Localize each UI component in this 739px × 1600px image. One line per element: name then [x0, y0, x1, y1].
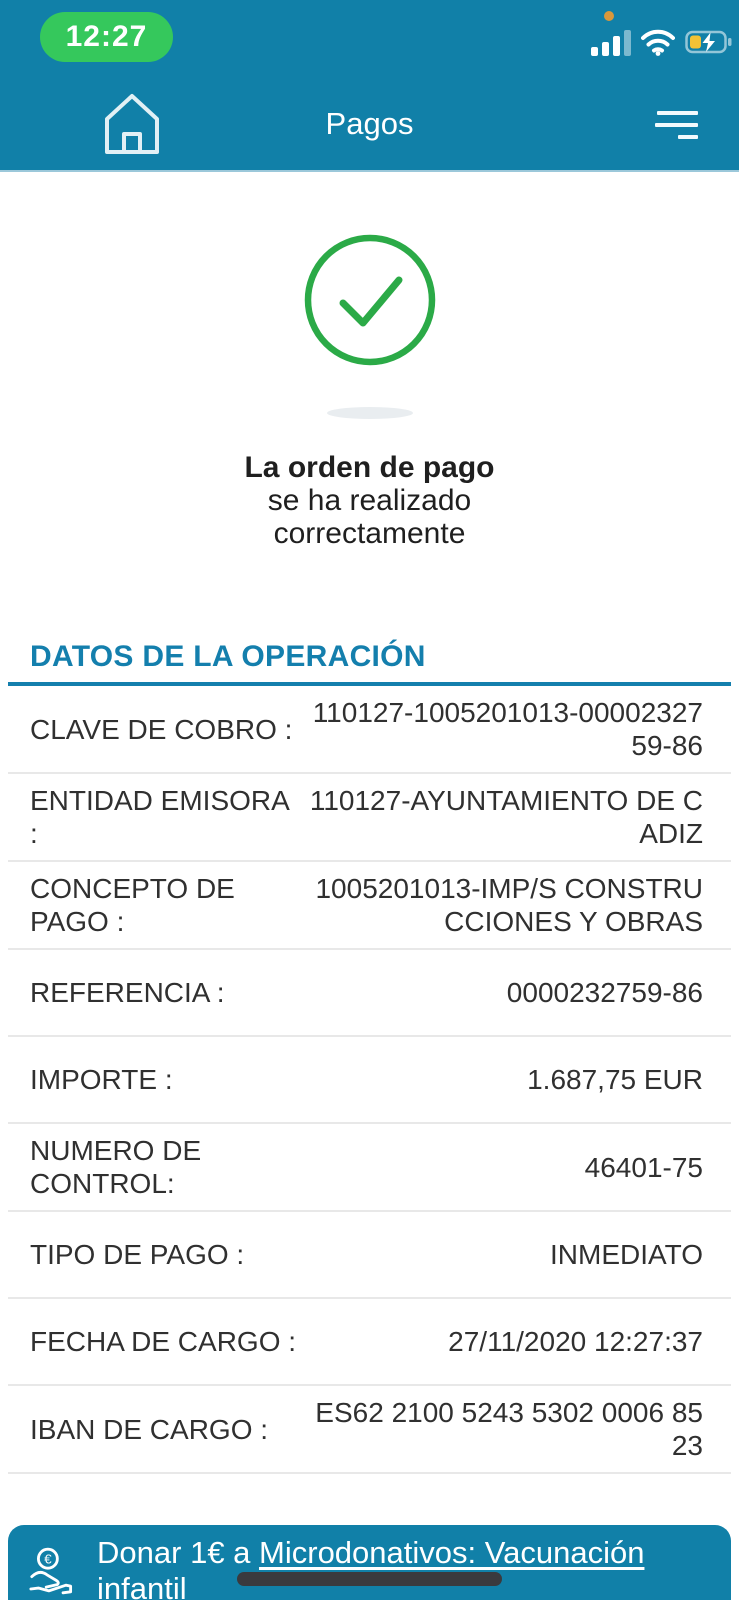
hand-coin-icon: [28, 1545, 81, 1597]
table-row: [8, 686, 731, 774]
row-label: REFERENCIA :: [30, 977, 225, 1008]
status-time: 12:27: [65, 20, 148, 53]
row-value: 1.687,75 EUR: [527, 1064, 703, 1095]
table-row: [8, 862, 731, 950]
row-label: IBAN DE CARGO :: [30, 1413, 269, 1445]
row-value: 110127-1005201013-0000232759-86: [312, 697, 703, 761]
menu-icon: [657, 111, 698, 115]
donate-button[interactable]: [8, 1525, 731, 1600]
row-label: FECHA DE CARGO :: [30, 1326, 297, 1357]
status-icons: [591, 28, 733, 56]
menu-button[interactable]: [655, 111, 698, 139]
donate-link[interactable]: Microdonativos: Vacunación infantil: [97, 1535, 645, 1600]
success-message-line1: La orden de pago: [244, 451, 495, 484]
operation-rows: [8, 686, 731, 1474]
row-label: ENTIDAD EMISORA :: [30, 785, 289, 849]
operation-details-section: [0, 640, 739, 1474]
row-label: CLAVE DE COBRO :: [30, 713, 293, 745]
row-label: TIPO DE PAGO :: [30, 1239, 245, 1270]
row-label: NUMERO DE CONTROL:: [30, 1135, 202, 1199]
donate-prefix: Donar 1€ a: [97, 1535, 260, 1570]
row-value: INMEDIATO: [550, 1239, 703, 1270]
home-button[interactable]: [101, 92, 163, 159]
success-message-line2: se ha realizado: [267, 484, 472, 517]
donate-button-label: [97, 1535, 731, 1600]
table-row: [8, 774, 731, 862]
table-row: [8, 950, 731, 1037]
table-row: [8, 1212, 731, 1299]
row-label: IMPORTE :: [30, 1064, 173, 1095]
table-row: [8, 1037, 731, 1124]
row-value: 0000232759-86: [506, 977, 703, 1008]
row-value: 110127-AYUNTAMIENTO DE CADIZ: [309, 785, 703, 849]
row-value: 1005201013-IMP/S CONSTRUCCIONES Y OBRAS: [315, 873, 703, 937]
wifi-icon: [641, 29, 675, 56]
table-row: [8, 1386, 731, 1474]
success-block: [0, 172, 739, 550]
success-message: [0, 451, 739, 550]
home-icon: [101, 92, 163, 156]
battery-charging-icon: [685, 29, 733, 56]
table-row: [8, 1124, 731, 1212]
row-value: ES62 2100 5243 5302 0006 8523: [315, 1397, 703, 1461]
cellular-signal-icon: [591, 28, 631, 56]
success-message-line3: correctamente: [273, 517, 466, 550]
section-title: DATOS DE LA OPERACIÓN: [30, 640, 426, 673]
home-indicator[interactable]: [237, 1572, 502, 1586]
app-bar: [0, 75, 739, 172]
check-shadow: [327, 407, 413, 419]
status-time-pill[interactable]: [40, 12, 173, 62]
row-label: CONCEPTO DE PAGO :: [30, 873, 235, 937]
table-row: [8, 1299, 731, 1386]
svg-text:€: €: [44, 1551, 52, 1567]
top-bar: [0, 0, 739, 172]
check-circle-icon: [302, 232, 438, 368]
mic-in-use-dot-icon: [604, 11, 614, 21]
row-value: 27/11/2020 12:27:37: [448, 1326, 703, 1357]
page-title: Pagos: [325, 105, 414, 141]
row-value: 46401-75: [584, 1151, 703, 1183]
